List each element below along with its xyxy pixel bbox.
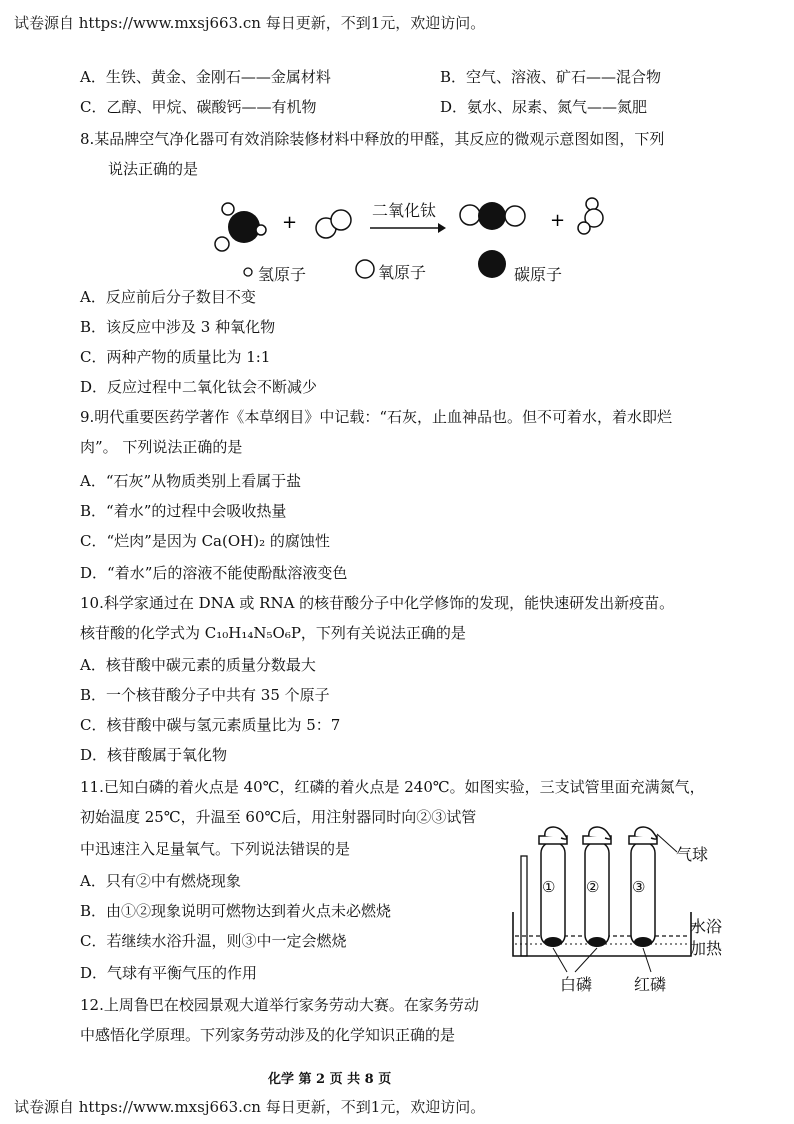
heating-label: 加热	[690, 939, 723, 958]
tube-label-1: ①	[542, 878, 556, 896]
q9-option-b: B．“着水”的过程中会吸收热量	[80, 502, 287, 520]
q7-option-b: B．空气、溶液、矿石——混合物	[440, 68, 662, 86]
legend-carbon: 碳原子	[514, 265, 563, 284]
q10-option-a: A．核苷酸中碳元素的质量分数最大	[80, 656, 316, 674]
legend-hydrogen: 氢原子	[258, 265, 307, 284]
balloon-label: 气球	[676, 845, 709, 864]
q10-option-d: D．核苷酸属于氧化物	[80, 746, 228, 764]
white-phosphorus-label: 白磷	[560, 975, 593, 994]
q7-option-a: A．生铁、黄金、金刚石——金属材料	[80, 68, 331, 86]
page-footer: 化学 第 2 页 共 8 页	[268, 1072, 392, 1087]
q9-stem-line2: 肉”。 下列说法正确的是	[80, 438, 243, 456]
q9-option-d: D．“着水”后的溶液不能使酚酞溶液变色	[80, 564, 348, 582]
q11-option-d: D．气球有平衡气压的作用	[80, 964, 258, 982]
site-banner-bottom: 试卷源自 https://www.mxsj663.cn 每日更新，不到1元，欢迎访问。	[14, 1098, 486, 1116]
q12-stem-line2: 中感悟化学原理。下列家务劳动涉及的化学知识正确的是	[80, 1026, 456, 1044]
water-bath-label: 水浴	[690, 917, 723, 936]
q9-option-c: C．“烂肉”是因为 Ca(OH)₂ 的腐蚀性	[80, 532, 330, 550]
red-phosphorus-label: 红磷	[634, 975, 667, 994]
q10-option-b: B．一个核苷酸分子中共有 35 个原子	[80, 686, 330, 704]
q12-stem-line1: 12.上周鲁巴在校园景观大道举行家务劳动大赛。在家务劳动	[80, 996, 479, 1014]
oxygen-molecule	[316, 210, 351, 238]
q11-option-b: B．由①②现象说明可燃物达到着火点未必燃烧	[80, 902, 392, 920]
tube-label-3: ③	[632, 878, 646, 896]
site-banner-top: 试卷源自 https://www.mxsj663.cn 每日更新，不到1元，欢迎访问。	[14, 14, 486, 32]
q7-option-c: C．乙醇、甲烷、碳酸钙——有机物	[80, 98, 317, 116]
q10-option-c: C．核苷酸中碳与氢元素质量比为 5：7	[80, 716, 341, 734]
q7-option-d: D．氨水、尿素、氮气——氮肥	[440, 98, 648, 116]
legend-oxygen: 氧原子	[378, 263, 427, 282]
catalyst-label: 二氧化钛	[372, 201, 437, 220]
q8-option-b: B．该反应中涉及 3 种氧化物	[80, 318, 276, 336]
svg-text:+: +	[282, 212, 298, 233]
water-molecule	[578, 198, 603, 234]
q8-stem-line2: 说法正确的是	[108, 160, 199, 178]
q11-option-c: C．若继续水浴升温，则③中一定会燃烧	[80, 932, 347, 950]
q10-stem-line1: 10.科学家通过在 DNA 或 RNA 的核苷酸分子中化学修饰的发现，能快速研发出新疫苗。	[80, 594, 675, 612]
q8-option-d: D．反应过程中二氧化钛会不断减少	[80, 378, 318, 396]
formaldehyde-molecule	[215, 203, 266, 251]
q11-stem-line2: 初始温度 25℃，升温至 60℃后，用注射器同时向②③试管	[80, 808, 477, 826]
q8-stem-line1: 8.某品牌空气净化器可有效消除装修材料中释放的甲醛，其反应的微观示意图如图，下列	[80, 130, 665, 148]
q8-option-a: A．反应前后分子数目不变	[80, 288, 256, 306]
q11-stem-line3: 中迅速注入足量氧气。下列说法错误的是	[80, 840, 351, 858]
tube-label-2: ②	[586, 878, 600, 896]
svg-text:+: +	[550, 210, 566, 231]
q11-stem-line1: 11.已知白磷的着火点是 40℃，红磷的着火点是 240℃。如图实验，三支试管里面充满氮气，	[80, 778, 705, 796]
q10-stem-line2: 核苷酸的化学式为 C₁₀H₁₄N₅O₆P，下列有关说法正确的是	[80, 624, 466, 642]
q8-option-c: C．两种产物的质量比为 1:1	[80, 348, 271, 366]
q9-stem-line1: 9.明代重要医药学著作《本草纲目》中记载：“石灰，止血神品也。但不可着水，着水即烂	[80, 408, 672, 426]
carbon-dioxide-molecule	[460, 202, 525, 230]
q9-option-a: A．“石灰”从物质类别上看属于盐	[80, 472, 302, 490]
q11-option-a: A．只有②中有燃烧现象	[80, 872, 241, 890]
